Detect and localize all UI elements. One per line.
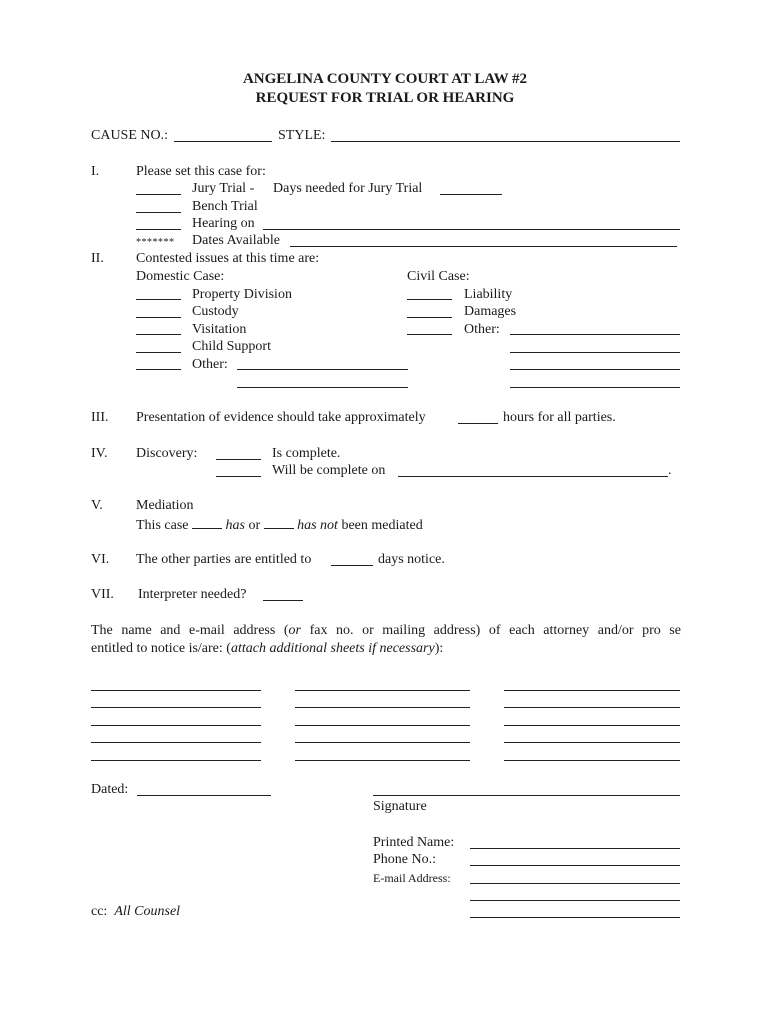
mediation-line: [136, 516, 423, 534]
days-needed-label: Days needed for Jury Trial: [273, 181, 423, 196]
civil-other-field-1[interactable]: [510, 334, 680, 335]
hearing-on-field[interactable]: [263, 229, 680, 230]
cc-label: cc:: [91, 904, 108, 919]
or-text: or: [248, 518, 261, 533]
domestic-other-field-2[interactable]: [237, 387, 408, 388]
civil-other-label: Other:: [464, 322, 500, 337]
evidence-hours-field[interactable]: [458, 423, 498, 424]
section-6-numeral: VI.: [91, 552, 110, 567]
interpreter-label: Interpreter needed?: [138, 587, 247, 602]
phone-field[interactable]: [470, 865, 680, 866]
notice-days-text-after: days notice.: [378, 552, 445, 567]
attorney-line[interactable]: [504, 760, 680, 761]
domestic-case-header: Domestic Case:: [136, 269, 225, 284]
visitation-label: Visitation: [192, 322, 247, 337]
civil-other-field-2[interactable]: [510, 352, 680, 353]
attorney-line[interactable]: [91, 690, 261, 691]
child-support-label: Child Support: [192, 339, 271, 354]
section-2-numeral: II.: [91, 251, 104, 266]
notice-line-2-start: entitled to notice is/are: (: [91, 641, 231, 656]
notice-line-2-end: ):: [434, 641, 444, 656]
civil-other-field-3[interactable]: [510, 369, 680, 370]
attorney-line[interactable]: [295, 725, 470, 726]
attorney-line[interactable]: [295, 707, 470, 708]
property-division-blank[interactable]: [136, 299, 181, 300]
damages-label: Damages: [464, 304, 517, 319]
visitation-blank[interactable]: [136, 334, 181, 335]
style-field[interactable]: [331, 141, 680, 142]
discovery-complete-label: Is complete.: [272, 446, 341, 461]
notice-line-2-italic: attach additional sheets if necessary: [230, 641, 435, 656]
attorney-line[interactable]: [91, 760, 261, 761]
dated-label: Dated:: [91, 782, 129, 797]
cause-number-label: CAUSE NO.:: [91, 128, 169, 143]
notice-line-1: [91, 623, 681, 639]
attorney-line[interactable]: [295, 690, 470, 691]
liability-label: Liability: [464, 287, 513, 302]
signature-label: Signature: [373, 799, 427, 814]
discovery-period: .: [668, 463, 672, 478]
notice-days-text-before: The other parties are entitled to: [136, 552, 312, 567]
domestic-other-field-1[interactable]: [237, 369, 408, 370]
jury-trial-blank[interactable]: [136, 194, 181, 195]
civil-other-field-4[interactable]: [510, 387, 680, 388]
hearing-blank[interactable]: [136, 229, 181, 230]
jury-trial-label: Jury Trial -: [192, 181, 255, 196]
attorney-line[interactable]: [504, 690, 680, 691]
court-name: ANGELINA COUNTY COURT AT LAW #2: [242, 71, 528, 87]
has-not-blank[interactable]: [264, 516, 294, 529]
cc-line: [91, 904, 180, 920]
notice-line-1-or: or: [288, 623, 301, 638]
this-case-text: This case: [136, 518, 189, 533]
attorney-line[interactable]: [295, 760, 470, 761]
section-3-numeral: III.: [91, 410, 109, 425]
mediation-label: Mediation: [136, 498, 194, 513]
bench-trial-label: Bench Trial: [192, 199, 258, 214]
dated-field[interactable]: [137, 795, 271, 796]
attorney-line[interactable]: [91, 742, 261, 743]
printed-name-field[interactable]: [470, 848, 680, 849]
section-7-numeral: VII.: [91, 587, 114, 602]
email-field-2[interactable]: [470, 900, 680, 901]
evidence-text-after: hours for all parties.: [503, 410, 616, 425]
civil-case-header: Civil Case:: [407, 269, 470, 284]
civil-other-blank[interactable]: [407, 334, 452, 335]
dates-available-label: Dates Available: [192, 233, 280, 248]
signature-field[interactable]: [373, 795, 680, 796]
section-5-numeral: V.: [91, 498, 103, 513]
printed-name-label: Printed Name:: [373, 835, 455, 850]
has-text: has: [225, 518, 245, 533]
notice-days-field[interactable]: [331, 565, 373, 566]
attorney-line[interactable]: [295, 742, 470, 743]
style-label: STYLE:: [278, 128, 326, 143]
damages-blank[interactable]: [407, 317, 452, 318]
custody-label: Custody: [192, 304, 239, 319]
attorney-line[interactable]: [504, 742, 680, 743]
custody-blank[interactable]: [136, 317, 181, 318]
evidence-text-before: Presentation of evidence should take approximately: [136, 410, 426, 425]
notice-line-1-start: The name and e-mail address (: [91, 623, 289, 638]
notice-line-2: [91, 641, 443, 657]
has-blank[interactable]: [192, 516, 222, 529]
section-1-numeral: I.: [91, 164, 100, 179]
discovery-will-be-label: Will be complete on: [272, 463, 386, 478]
hearing-on-label: Hearing on: [192, 216, 255, 231]
child-support-blank[interactable]: [136, 352, 181, 353]
form-title: REQUEST FOR TRIAL OR HEARING: [255, 90, 515, 106]
property-division-label: Property Division: [192, 287, 292, 302]
discovery-complete-blank[interactable]: [216, 459, 261, 460]
stars-marker: *******: [136, 237, 175, 248]
cc-value: All Counsel: [114, 904, 181, 919]
phone-label: Phone No.:: [373, 852, 436, 867]
email-field[interactable]: [470, 883, 680, 884]
days-needed-field[interactable]: [440, 194, 502, 195]
bench-trial-blank[interactable]: [136, 212, 181, 213]
attorney-line[interactable]: [504, 725, 680, 726]
section-4-numeral: IV.: [91, 446, 108, 461]
domestic-other-blank[interactable]: [136, 369, 181, 370]
section-1-intro: Please set this case for:: [136, 164, 266, 179]
liability-blank[interactable]: [407, 299, 452, 300]
domestic-other-label: Other:: [192, 357, 228, 372]
email-label: E-mail Address:: [373, 871, 451, 885]
attorney-line[interactable]: [91, 707, 261, 708]
has-not-text: has not: [297, 518, 338, 533]
been-mediated-text: been mediated: [341, 518, 423, 533]
attorney-line[interactable]: [91, 725, 261, 726]
discovery-will-be-blank[interactable]: [216, 476, 261, 477]
cause-number-field[interactable]: [174, 141, 272, 142]
discovery-label: Discovery:: [136, 446, 198, 461]
email-field-3[interactable]: [470, 917, 680, 918]
interpreter-field[interactable]: [263, 600, 303, 601]
attorney-line[interactable]: [504, 707, 680, 708]
notice-line-1-end: fax no. or mailing address) of each attorney and/or pro se: [301, 623, 681, 638]
dates-available-field[interactable]: [290, 246, 677, 247]
discovery-date-field[interactable]: [398, 476, 668, 477]
section-2-intro: Contested issues at this time are:: [136, 251, 320, 266]
